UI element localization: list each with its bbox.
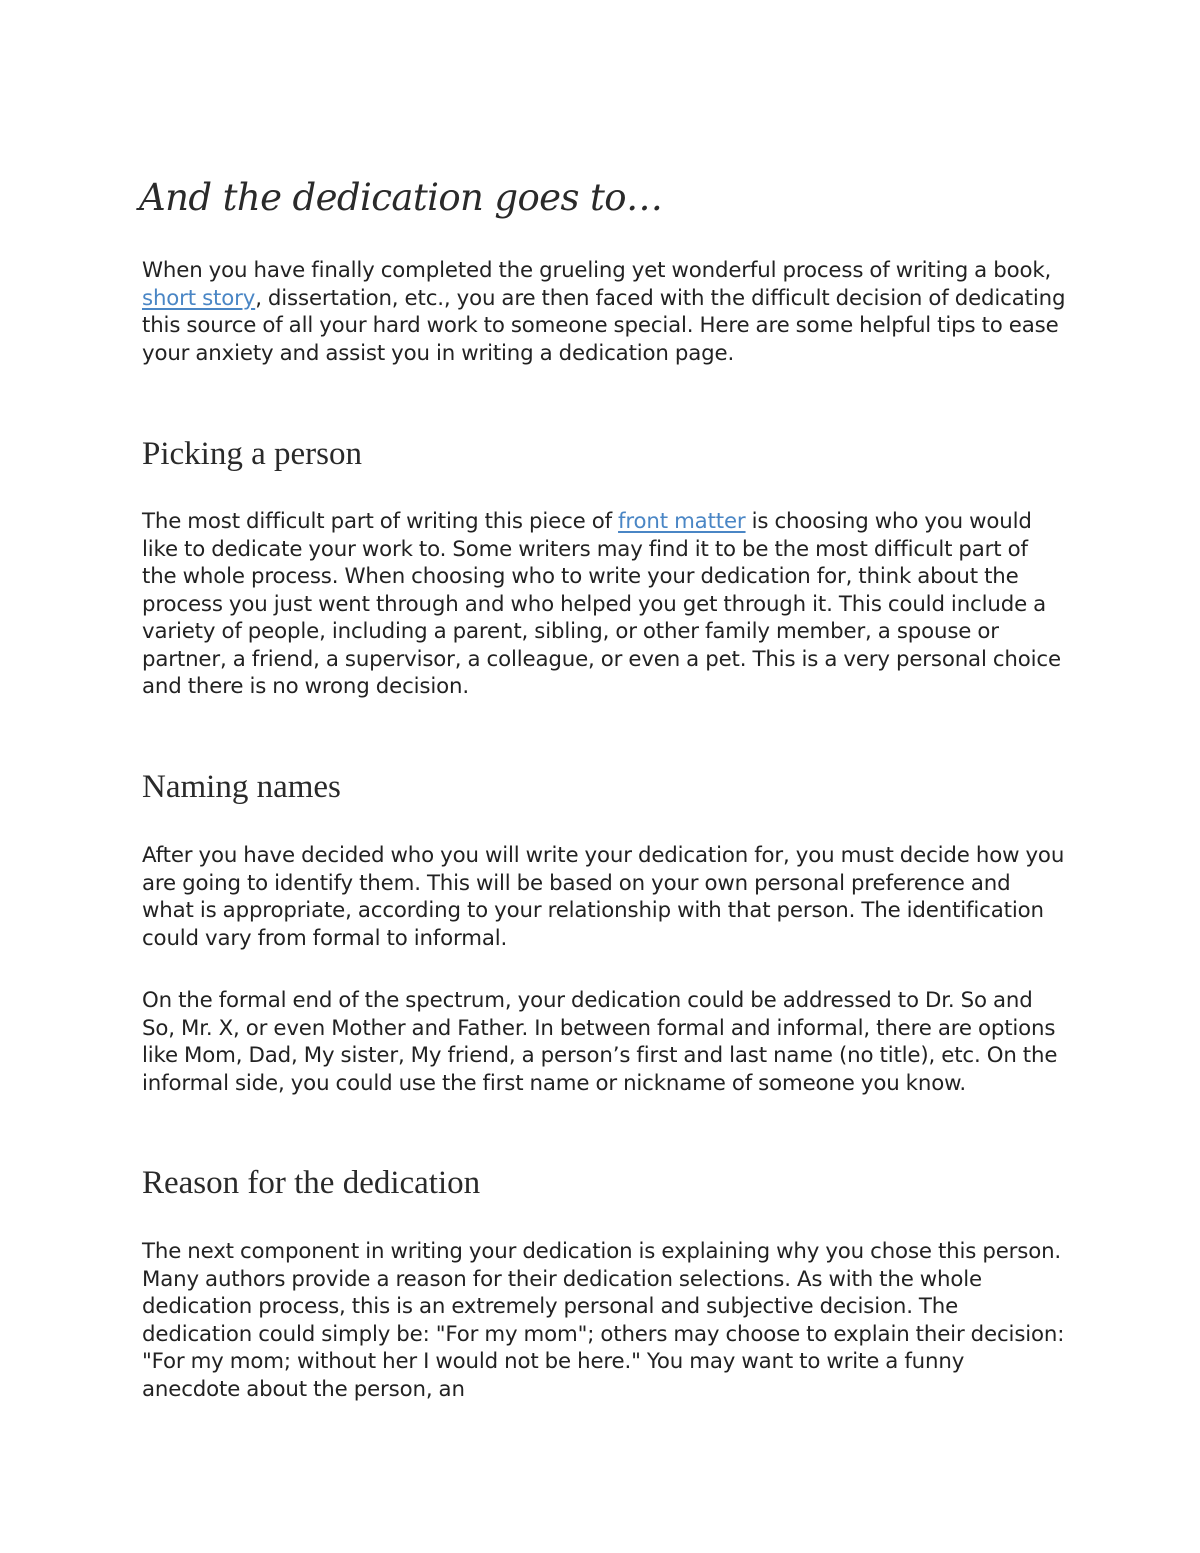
front-matter-link[interactable]: front matter xyxy=(618,509,746,534)
intro-text-before-link: When you have finally completed the grueling yet wonderful process of writing a book, xyxy=(142,258,1052,283)
picking-a-person-paragraph xyxy=(142,508,1067,701)
naming-names-paragraph-2: On the formal end of the spectrum, your dedication could be addressed to Dr. So and So, Mr. X, or even Mother and Father. In between formal and informal, there are options like Mom, Dad, My sister, My friend, a person’s first and last name (no title), etc. On the informal side, you could use the first name or nickname of someone you know. xyxy=(142,988,1058,1096)
heading-picking-a-person: Picking a person xyxy=(142,436,362,472)
picking-text-before-link: The most difficult part of writing this piece of xyxy=(142,509,619,534)
heading-reason-for-dedication: Reason for the dedication xyxy=(142,1165,481,1201)
document-title: And the dedication goes to… xyxy=(139,176,663,219)
intro-text-after-link: , dissertation, etc., you are then faced with the difficult decision of dedicating this source of all your hard work to someone special. Here are some helpful tips to ease your anxiety and assist you in writing a dedication page. xyxy=(142,285,1066,366)
naming-names-paragraph-1: After you have decided who you will write your dedication for, you must decide how you are going to identify them. This will be based on your own personal preference and what is appropriate, according to your relationship with that person. The identification could vary from formal to informal. xyxy=(142,843,1065,951)
heading-naming-names: Naming names xyxy=(142,769,341,805)
picking-text-after-link: is choosing who you would like to dedicate your work to. Some writers may find it to be the most difficult part of the whole process. When choosing who to write your dedication for, think about the process you just went through and who helped you get through it. This could include a variety of people, including a parent, sibling, or other family member, a spouse or partner, a friend, a supervisor, a colleague, or even a pet. This is a very personal choice and there is no wrong decision. xyxy=(142,509,1061,699)
intro-paragraph xyxy=(142,257,1067,367)
reason-paragraph: The next component in writing your dedication is explaining why you chose this person. Many authors provide a reason for their dedication selections. As with the whole dedication process, this is an extremely personal and subjective decision. The dedication could simply be: "For my mom"; others may choose to explain their decision: "For my mom; without her I would not be here." You may want to write a funny anecdote about the person, an xyxy=(142,1239,1065,1402)
short-story-link[interactable]: short story xyxy=(142,285,256,311)
